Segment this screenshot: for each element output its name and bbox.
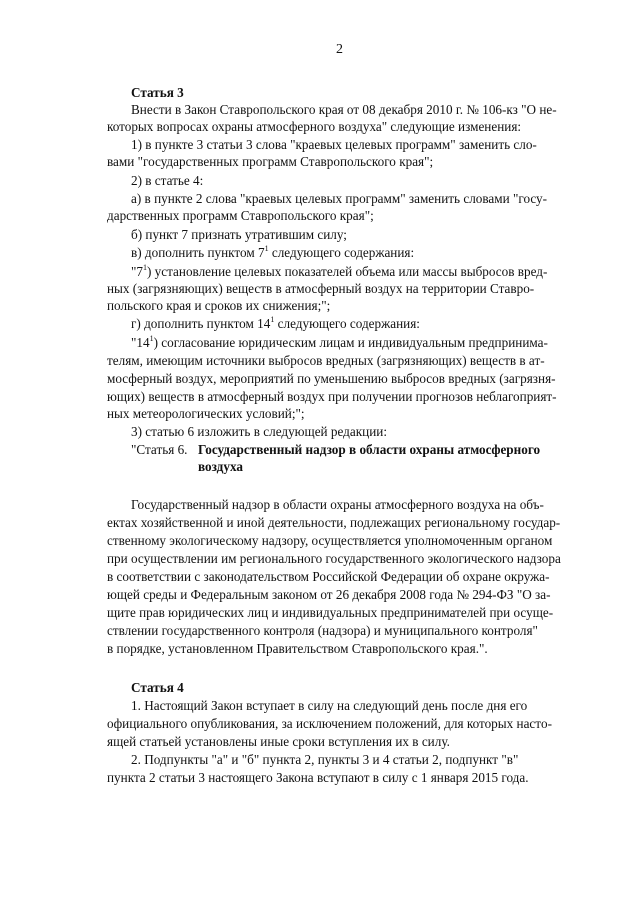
superscript: 1 (142, 263, 147, 272)
text-line: польского края и сроков их снижения;"; (107, 298, 331, 313)
superscript: 1 (270, 315, 275, 324)
text-span: "7 (131, 264, 143, 279)
text-line: которых вопросах охраны атмосферного воздуха" следующие изменения: (107, 119, 522, 134)
text-line: ющих) веществ в атмосферный воздух при получении прогнозов неблагоприят- (107, 389, 557, 404)
text-line: дарственных программ Ставропольского края"; (107, 208, 374, 223)
text-span: в) дополнить пунктом 7 (131, 245, 265, 260)
text-line (131, 263, 547, 280)
text-line: ственному экологическому надзору, осуществляется уполномоченным органом (107, 533, 553, 548)
article6-title-line: Государственный надзор в области охраны атмосферного (198, 442, 541, 457)
text-line: 1. Настоящий Закон вступает в силу на следующий день после дня его (131, 698, 528, 713)
text-line: ных метеорологических условий;"; (107, 406, 305, 421)
text-line (131, 244, 414, 261)
superscript: 1 (149, 334, 154, 343)
text-line: 1) в пункте 3 статьи 3 слова "краевых целевых программ" заменить сло- (131, 137, 537, 152)
text-line: а) в пункте 2 слова "краевых целевых программ" заменить словами "госу- (131, 191, 548, 206)
text-line: в порядке, установленном Правительством Ставропольского края.". (107, 641, 488, 656)
superscript: 1 (264, 244, 269, 253)
text-span: следующего содержания: (268, 245, 415, 260)
text-line: 2) в статье 4: (131, 173, 204, 188)
article4-heading: Статья 4 (131, 680, 184, 695)
text-line: мосферный воздух, мероприятий по уменьшению выбросов вредных (загрязня- (107, 371, 556, 386)
page-number: 2 (336, 42, 343, 57)
text-line: ных (загрязняющих) веществ в атмосферный воздух на территории Ставро- (107, 281, 535, 296)
text-line: 3) статью 6 изложить в следующей редакции: (131, 424, 387, 439)
text-line: Внести в Закон Ставропольского края от 08 декабря 2010 г. № 106-кз "О не- (131, 102, 557, 117)
text-span: ) согласование юридическим лицам и индивидуальным предпринима- (153, 335, 548, 350)
text-line: ящей статьей установлены иные сроки вступления их в силу. (107, 734, 450, 749)
text-line: щите прав юридических лиц и индивидуальных предпринимателей при осуще- (107, 605, 554, 620)
text-line: в соответствии с законодательством Российской Федерации об охране окружа- (107, 569, 550, 584)
text-span: следующего содержания: (274, 316, 420, 331)
text-line: официального опубликования, за исключением положений, для которых настo- (107, 716, 553, 731)
text-line (131, 334, 548, 351)
text-line: б) пункт 7 признать утратившим силу; (131, 227, 347, 242)
article6-title-line: воздуха (198, 459, 243, 474)
article6-prefix: "Статья 6. (131, 442, 188, 457)
text-line: ствлении государственного контроля (надзора) и муниципального контроля" (107, 623, 538, 638)
text-line: ектах хозяйственной и иной деятельности, подлежащих региональному государ- (107, 515, 561, 530)
text-span: ) установление целевых показателей объема или массы выбросов вред- (146, 264, 548, 279)
text-line: пункта 2 статьи 3 настоящего Закона вступают в силу с 1 января 2015 года. (107, 770, 529, 785)
text-line: телям, имеющим источники выбросов вредных (загрязняющих) веществ в ат- (107, 353, 545, 368)
article3-heading: Статья 3 (131, 85, 184, 100)
text-line: вами "государственных программ Ставропольского края"; (107, 154, 434, 169)
text-line: ющей среды и Федеральным законом от 26 декабря 2008 года № 294-ФЗ "О за- (107, 587, 551, 602)
text-line: 2. Подпункты "а" и "б" пункта 2, пункты 3 и 4 статьи 2, подпункт "в" (131, 752, 519, 767)
text-line: при осуществлении им регионального государственного экологического надзора (107, 551, 561, 566)
text-line: Государственный надзор в области охраны атмосферного воздуха на объ- (131, 497, 544, 512)
text-span: г) дополнить пунктом 14 (131, 316, 271, 331)
text-line (131, 315, 420, 332)
text-span: "14 (131, 335, 150, 350)
